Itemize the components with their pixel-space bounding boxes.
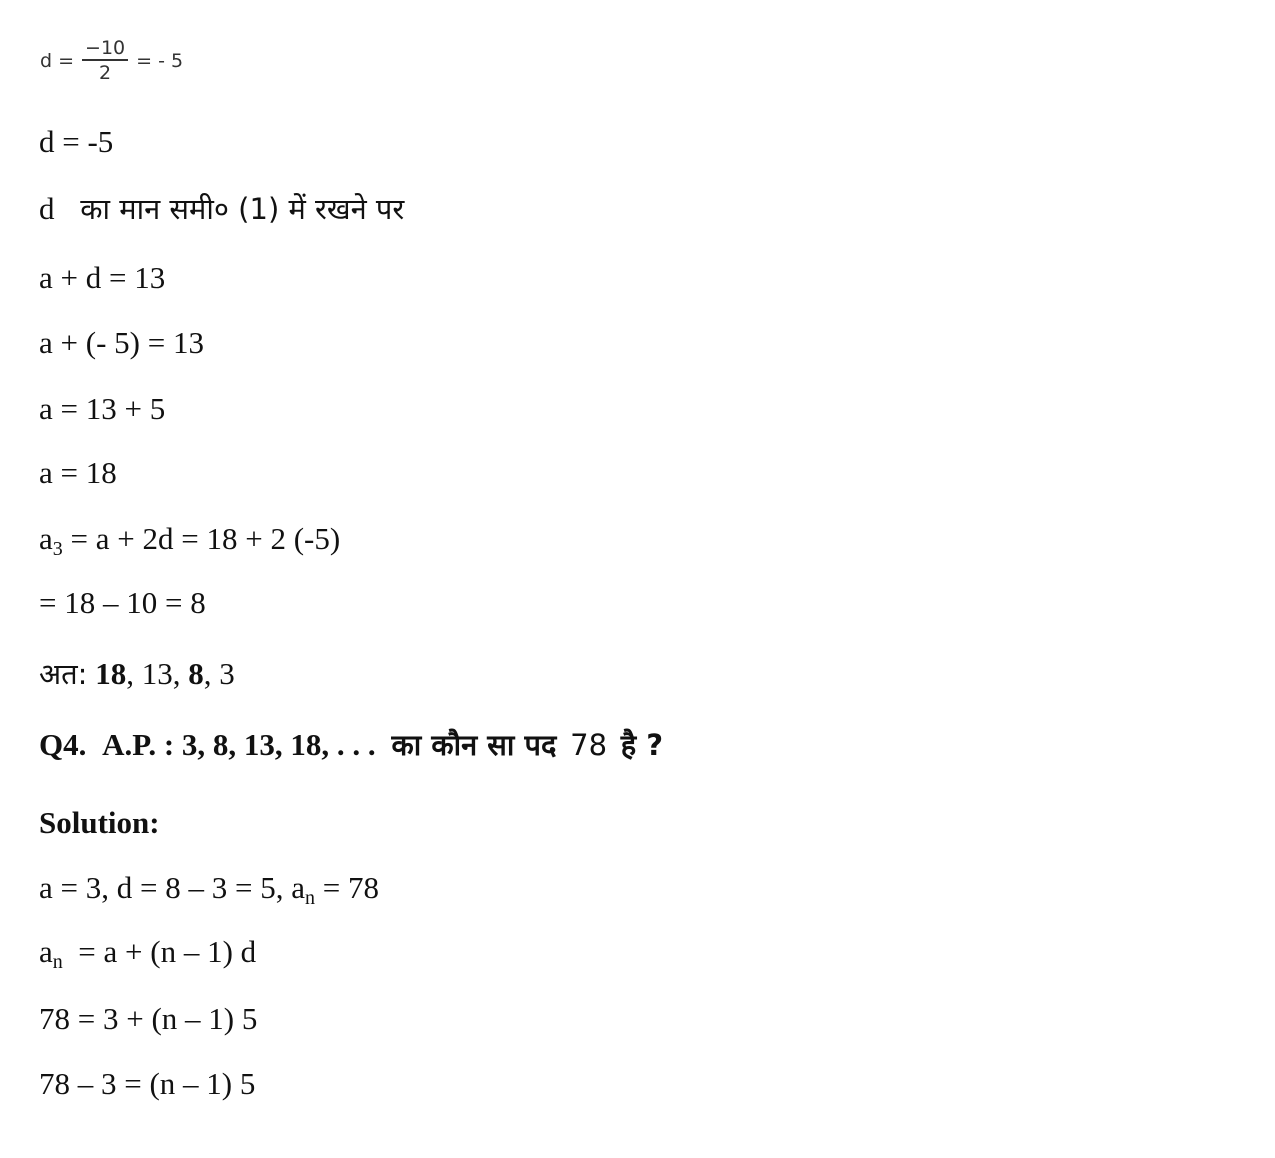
solution-givens: [39, 868, 379, 908]
a3-rest: = a + 2d = 18 + 2 (-5): [62, 521, 341, 556]
fraction-equation: [40, 32, 183, 90]
equation-a3: [39, 519, 340, 559]
a3-subscript: 3: [52, 538, 63, 560]
equation-a-sum: a = 13 + 5: [39, 391, 166, 426]
equation-a3-result: = 18 – 10 = 8: [39, 585, 206, 620]
sequence-prefix: अत:: [39, 657, 88, 691]
sequence-sep-2: , 3: [203, 656, 235, 691]
question-end: है ?: [620, 728, 664, 762]
fraction-numerator: −10: [82, 37, 128, 61]
givens-value: = 78: [314, 870, 379, 905]
fraction-denominator: 2: [99, 62, 112, 84]
sequence-sep-1: , 13,: [126, 656, 189, 691]
question-q4: [39, 725, 663, 765]
question-label: Q4.: [39, 727, 87, 762]
question-ap: A.P. : 3, 8, 13, 18, . . .: [102, 727, 376, 762]
substitution-note: [39, 189, 404, 229]
solution-step-2: 78 – 3 = (n – 1) 5: [39, 1066, 256, 1101]
equation-a-value: a = 18: [39, 455, 117, 490]
formula-rest: = a + (n – 1) d: [62, 934, 257, 969]
substitution-text: का मान समी० (1) में रखने पर: [80, 192, 405, 226]
solution-step-1: 78 = 3 + (n – 1) 5: [39, 1001, 258, 1036]
sequence-result: [39, 654, 235, 694]
fraction: [82, 37, 128, 85]
formula-base: a: [39, 934, 53, 969]
substitution-var: d: [39, 191, 55, 226]
fraction-lhs: d =: [40, 50, 75, 72]
givens-subscript: n: [304, 887, 315, 909]
equation-d-value: d = -5: [39, 124, 114, 159]
solution-formula: [39, 932, 256, 972]
question-hindi: का कौन सा पद: [391, 728, 557, 762]
sequence-term-1: 18: [95, 656, 127, 691]
givens-text: a = 3, d = 8 – 3 = 5, a: [39, 870, 305, 905]
fraction-rhs: = - 5: [136, 50, 184, 72]
solution-heading: Solution:: [39, 805, 160, 840]
formula-subscript: n: [52, 951, 63, 973]
sequence-term-3: 8: [188, 656, 204, 691]
equation-a-plus-d: a + d = 13: [39, 260, 166, 295]
equation-substituted: a + (- 5) = 13: [39, 325, 204, 360]
a3-base: a: [39, 521, 53, 556]
question-value: 78: [570, 728, 608, 762]
